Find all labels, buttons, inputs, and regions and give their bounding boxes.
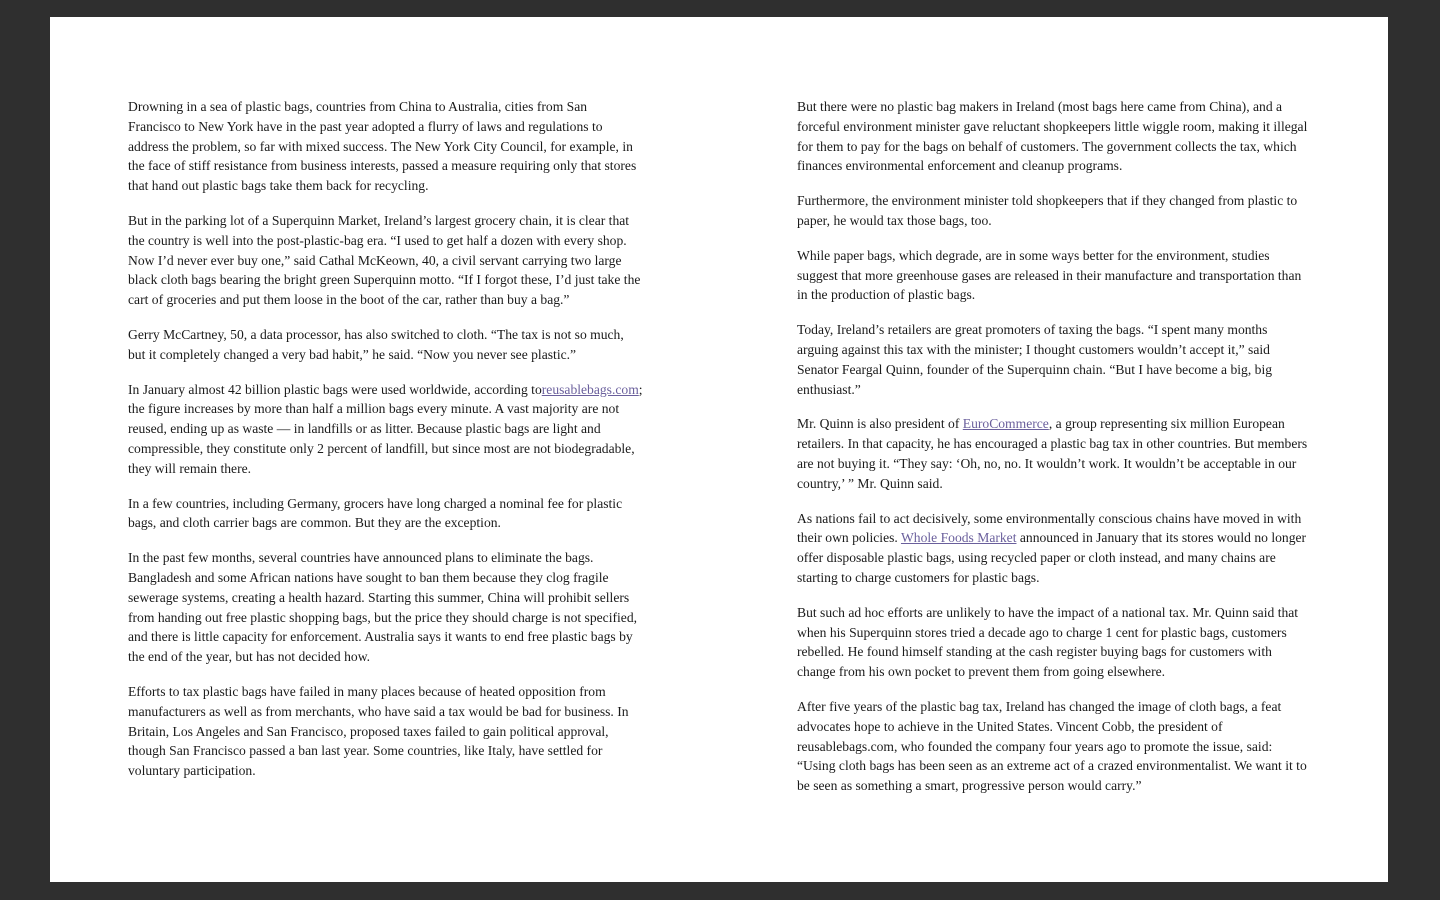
paragraph bbox=[128, 380, 643, 479]
reusablebags-link[interactable]: reusablebags.com bbox=[541, 381, 639, 397]
paragraph-text: Mr. Quinn is also president of bbox=[797, 416, 963, 432]
paragraph: Gerry McCartney, 50, a data processor, has also switched to cloth. “The tax is not so much, but it completely changed a very bad habit,” he said. “Now you never see plastic.” bbox=[128, 326, 624, 362]
paragraph-text: announced in January that its stores would no longer offer disposable plastic bags, using recycled paper or cloth instead, and many chains are starting to charge customers for plastic bags. bbox=[797, 530, 1307, 585]
whole-foods-market-link[interactable]: Whole Foods Market bbox=[900, 530, 1017, 546]
document-page bbox=[50, 17, 1388, 882]
paragraph: But there were no plastic bag makers in Ireland (most bags here came from China), and a forceful environment minister gave reluctant shopkeepers little wiggle room, making it illegal for them to pay for the bags on behalf of customers. The government collects the tax, which finances environmental enforcement and cleanup programs. bbox=[797, 99, 1308, 174]
paragraph-text: As nations fail to act decisively, some environmentally conscious chains have moved in with their own policies. bbox=[797, 510, 1302, 546]
eurocommerce-link[interactable]: EuroCommerce bbox=[962, 416, 1049, 432]
paragraph bbox=[797, 509, 1312, 588]
paragraph: In the past few months, several countries have announced plans to eliminate the bags. Bangladesh and some African nations have sought to ban them because they clog fragile sewerage systems, creating a health hazard. Starting this summer, China will prohibit sellers from handing out free plastic shopping bags, but the price they should charge is not specified, and there is little capacity for enforcement. Australia says it wants to end free plastic bags by the end of the year, but has not decided how. bbox=[128, 550, 638, 665]
paragraph-text: , a group representing six million European retailers. In that capacity, he has encouraged a plastic bag tax in other countries. But members are not buying it. “They say: ‘Oh, no, no. It wouldn’t work. It wouldn’t be acceptable in our country,’ ” Mr. Quinn said. bbox=[797, 416, 1308, 491]
paragraph bbox=[797, 414, 1312, 493]
right-column bbox=[797, 97, 1312, 811]
paragraph: Furthermore, the environment minister told shopkeepers that if they changed from plastic to paper, he would tax those bags, too. bbox=[797, 193, 1298, 228]
paragraph: But in the parking lot of a Superquinn Market, Ireland’s largest grocery chain, it is clear that the country is well into the post-plastic-bag era. “I used to get half a dozen with every shop. Now I’d never ever buy one,” said Cathal McKeown, 40, a civil servant carrying two large black cloth bags bearing the bright green Superquinn motto. “If I forgot these, I’d just take the cart of groceries and put them loose in the boot of the car, rather than buy a bag.” bbox=[128, 212, 641, 308]
paragraph: Efforts to tax plastic bags have failed in many places because of heated opposition from manufacturers as well as from merchants, who have said a tax would be bad for business. In Britain, Los Angeles and San Francisco, proposed taxes failed to gain political approval, though San Francisco passed a ban last year. Some countries, like Italy, have settled for voluntary participation. bbox=[128, 683, 629, 779]
paragraph: While paper bags, which degrade, are in some ways better for the environment, studies suggest that more greenhouse gases are released in their manufacture and transportation than in the production of plastic bags. bbox=[797, 247, 1302, 303]
paragraph: Today, Ireland’s retailers are great promoters of taxing the bags. “I spent many months arguing against this tax with the minister; I thought customers wouldn’t accept it,” said Senator Feargal Quinn, founder of the Superquinn chain. “But I have become a big, big enthusiast.” bbox=[797, 322, 1273, 397]
paragraph-text: In January almost 42 billion plastic bags were used worldwide, according to bbox=[128, 381, 542, 397]
paragraph: But such ad hoc efforts are unlikely to have the impact of a national tax. Mr. Quinn said that when his Superquinn stores tried a decade ago to charge 1 cent for plastic bags, customers rebelled. He found himself standing at the cash register buying bags for customers with change from his own pocket to prevent them from going elsewhere. bbox=[797, 604, 1299, 680]
paragraph-text: ; the figure increases by more than half a million bags every minute. A vast majority are not reused, ending up as waste — in landfills or as litter. Because plastic bags are light and compressible, they constitute only 2 percent of landfill, but since most are not biodegradable, they will remain there. bbox=[128, 381, 643, 476]
paragraph: Drowning in a sea of plastic bags, countries from China to Australia, cities from San Francisco to New York have in the past year adopted a flurry of laws and regulations to address the problem, so far with mixed success. The New York City Council, for example, in the face of stiff resistance from business interests, passed a measure requiring only that stores that hand out plastic bags take them back for recycling. bbox=[128, 99, 637, 194]
paragraph: After five years of the plastic bag tax, Ireland has changed the image of cloth bags, a feat advocates hope to achieve in the United States. Vincent Cobb, the president of reusablebags.com, who founded the company four years ago to promote the issue, said: “Using cloth bags has been seen as an extreme act of a crazed environmentalist. We want it to be seen as something a smart, progressive person would carry.” bbox=[797, 698, 1307, 794]
left-column bbox=[128, 97, 643, 796]
paragraph: In a few countries, including Germany, grocers have long charged a nominal fee for plastic bags, and cloth carrier bags are common. But they are the exception. bbox=[128, 495, 623, 531]
